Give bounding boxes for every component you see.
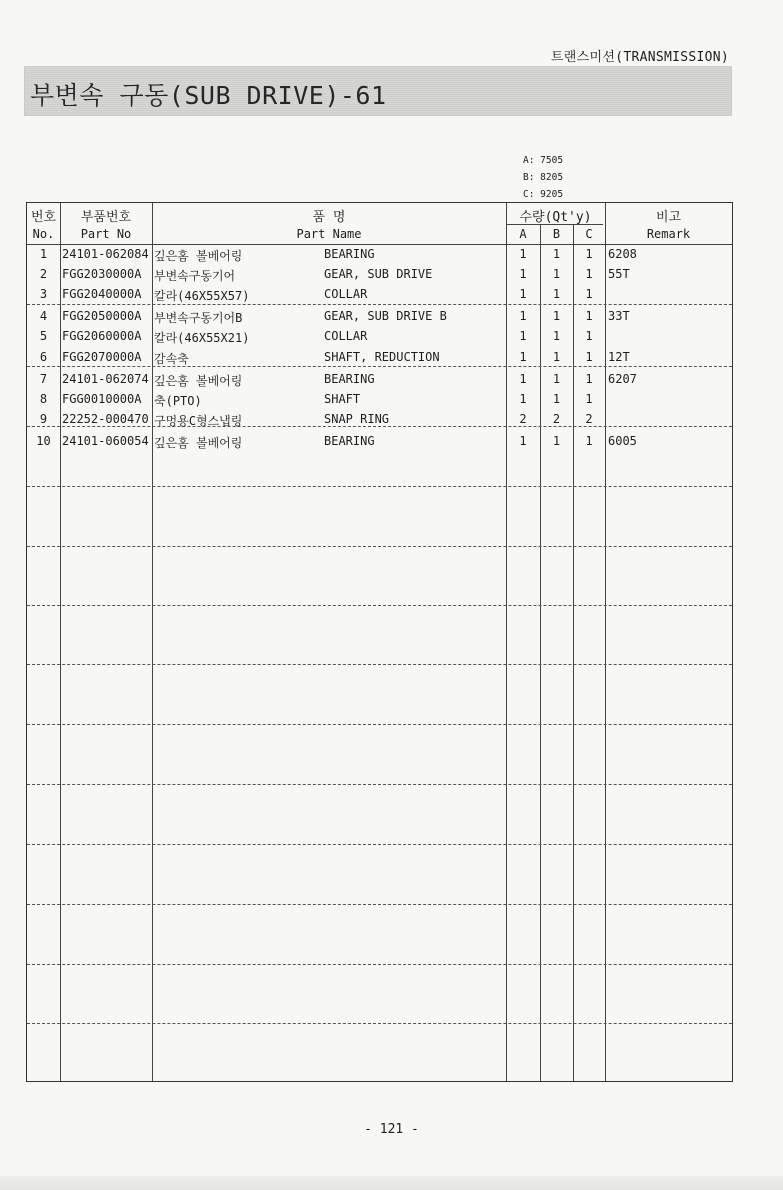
row-qty-c: 1 xyxy=(585,309,593,324)
header-remark-kr: 비고 xyxy=(655,210,682,225)
row-qty-c: 2 xyxy=(585,411,593,426)
header-qty-b: B xyxy=(552,227,561,241)
row-divider xyxy=(27,1023,732,1024)
title-band xyxy=(24,66,732,116)
model-a-label: A: 7505 xyxy=(523,155,564,166)
row-name-kr: 구멍용C형스냅링 xyxy=(154,413,243,428)
row-part-no: FGG2050000A xyxy=(62,309,142,324)
row-name-kr: 축(PTO) xyxy=(154,393,202,408)
row-qty-b: 1 xyxy=(552,287,561,302)
row-remark: 55T xyxy=(608,267,630,282)
group-divider xyxy=(27,426,732,427)
row-qty-b: 1 xyxy=(552,371,561,386)
row-part-no: FGG0010000A xyxy=(62,391,142,406)
row-name-en: BEARING xyxy=(324,247,375,261)
row-remark: 6207 xyxy=(608,371,637,386)
row-no: 10 xyxy=(36,433,51,448)
col-divider xyxy=(152,203,153,1081)
row-part-no: 24101-062084 xyxy=(62,247,149,261)
row-divider xyxy=(27,844,732,845)
row-qty-a: 1 xyxy=(519,433,527,448)
row-qty-b: 1 xyxy=(552,247,561,261)
row-remark: 6005 xyxy=(608,433,637,448)
row-qty-a: 1 xyxy=(519,349,527,364)
header-no-kr: 번호 xyxy=(30,210,57,225)
row-part-no: FGG2040000A xyxy=(62,287,142,302)
row-qty-a: 2 xyxy=(519,411,527,426)
row-part-no: 22252-000470 xyxy=(62,411,149,426)
model-c-label: C: 9205 xyxy=(523,189,564,200)
group-divider xyxy=(27,366,732,367)
section-label: 트랜스미션(TRANSMISSION) xyxy=(550,50,729,65)
row-qty-a: 1 xyxy=(519,309,527,324)
row-qty-a: 1 xyxy=(519,371,527,386)
row-name-en: GEAR, SUB DRIVE B xyxy=(324,309,447,324)
row-name-en: BEARING xyxy=(324,371,375,386)
row-no: 1 xyxy=(39,247,48,261)
row-divider xyxy=(27,605,732,606)
row-qty-c: 1 xyxy=(585,433,593,448)
row-no: 7 xyxy=(39,371,48,386)
row-qty-b: 1 xyxy=(552,433,561,448)
row-qty-a: 1 xyxy=(519,329,527,344)
row-qty-a: 1 xyxy=(519,287,527,302)
row-part-no: FGG2030000A xyxy=(62,267,142,282)
header-name-kr: 품 명 xyxy=(312,210,346,225)
row-qty-c: 1 xyxy=(585,371,593,386)
row-no: 5 xyxy=(39,329,48,344)
row-remark: 33T xyxy=(608,309,630,324)
row-no: 4 xyxy=(39,309,48,324)
row-name-en: COLLAR xyxy=(324,329,368,344)
row-part-no: FGG2060000A xyxy=(62,329,142,344)
row-no: 8 xyxy=(39,391,48,406)
parts-table xyxy=(26,202,733,1082)
row-remark: 12T xyxy=(608,349,630,364)
row-no: 9 xyxy=(39,411,48,426)
row-name-kr: 감속축 xyxy=(154,351,189,366)
row-name-kr: 칼라(46X55X21) xyxy=(154,331,250,346)
row-remark: 6208 xyxy=(608,247,637,261)
header-qty-c: C xyxy=(585,227,593,241)
row-name-en: SHAFT xyxy=(324,391,361,406)
row-qty-a: 1 xyxy=(519,247,527,261)
model-legend xyxy=(523,152,563,203)
row-part-no: 24101-060054 xyxy=(62,433,149,448)
header-bottom-line xyxy=(27,244,732,245)
model-b-label: B: 8205 xyxy=(523,172,564,183)
header-qty: 수량(Qt'y) xyxy=(519,210,592,225)
row-name-en: SHAFT, REDUCTION xyxy=(324,349,440,364)
page-bottom-edge xyxy=(0,1176,783,1190)
row-divider xyxy=(27,486,732,487)
row-divider xyxy=(27,664,732,665)
row-qty-b: 1 xyxy=(552,309,561,324)
row-divider xyxy=(27,784,732,785)
row-no: 6 xyxy=(39,349,48,364)
header-remark-en: Remark xyxy=(646,227,691,241)
header-part-no-en: Part No xyxy=(80,227,132,241)
row-name-kr: 깊은홈 볼베어링 xyxy=(154,435,243,450)
row-name-kr: 깊은홈 볼베어링 xyxy=(154,373,243,388)
row-name-kr: 부변속구동기어B xyxy=(154,311,243,326)
row-divider xyxy=(27,904,732,905)
header-name-en: Part Name xyxy=(296,227,362,241)
row-qty-b: 1 xyxy=(552,267,561,282)
row-qty-b: 1 xyxy=(552,349,561,364)
row-qty-c: 1 xyxy=(585,349,593,364)
group-divider xyxy=(27,304,732,305)
page-title: 부변속 구동(SUB DRIVE)-61 xyxy=(30,81,387,110)
page-number: - 121 - xyxy=(364,1122,419,1137)
row-name-kr: 깊은홈 볼베어링 xyxy=(154,249,243,263)
row-no: 2 xyxy=(39,267,48,282)
row-part-no: FGG2070000A xyxy=(62,349,142,364)
row-name-en: SNAP RING xyxy=(324,411,390,426)
header-part-no-kr: 부품번호 xyxy=(80,210,132,225)
row-divider xyxy=(27,546,732,547)
header-qty-a: A xyxy=(519,227,527,241)
row-qty-b: 1 xyxy=(552,391,561,406)
row-part-no: 24101-062074 xyxy=(62,371,149,386)
row-qty-c: 1 xyxy=(585,247,593,261)
row-divider xyxy=(27,724,732,725)
row-qty-c: 1 xyxy=(585,267,593,282)
row-qty-c: 1 xyxy=(585,287,593,302)
row-name-en: GEAR, SUB DRIVE xyxy=(324,267,433,282)
row-divider xyxy=(27,964,732,965)
row-qty-c: 1 xyxy=(585,391,593,406)
row-name-kr: 칼라(46X55X57) xyxy=(154,289,250,304)
row-no: 3 xyxy=(39,287,48,302)
row-name-en: COLLAR xyxy=(324,287,368,302)
header-no-en: No. xyxy=(32,227,55,241)
col-divider xyxy=(60,203,61,1081)
row-qty-b: 1 xyxy=(552,329,561,344)
col-divider xyxy=(605,203,606,1081)
row-qty-a: 1 xyxy=(519,267,527,282)
row-qty-b: 2 xyxy=(552,411,561,426)
row-name-kr: 부변속구동기어 xyxy=(154,269,236,284)
row-qty-a: 1 xyxy=(519,391,527,406)
row-name-en: BEARING xyxy=(324,433,375,448)
row-qty-c: 1 xyxy=(585,329,593,344)
